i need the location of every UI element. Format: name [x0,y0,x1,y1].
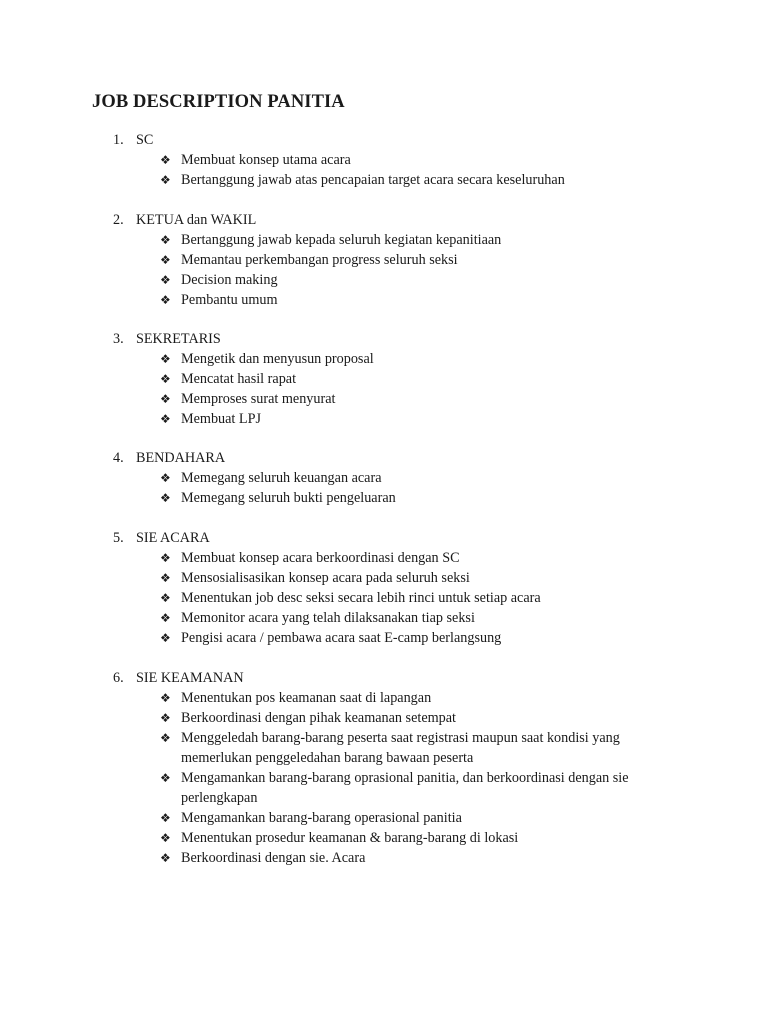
section-title: BENDAHARA [136,450,226,466]
list-item [0,290,768,310]
document-title: JOB DESCRIPTION PANITIA [92,92,345,112]
section-number: 4. [113,450,124,466]
diamond-bullet-icon: ❖ [160,731,171,745]
diamond-bullet-icon: ❖ [160,293,171,307]
list-item [0,608,768,628]
diamond-bullet-icon: ❖ [160,153,171,167]
list-item-text: Menentukan prosedur keamanan & barang-barang di lokasi [181,830,519,846]
list-item-text: Menentukan job desc seksi secara lebih rinci untuk setiap acara [181,590,541,606]
list-item [0,230,768,250]
list-item-text: Mensosialisasikan konsep acara pada seluruh seksi [181,570,470,586]
section-heading [113,528,210,548]
diamond-bullet-icon: ❖ [160,392,171,406]
list-item [0,150,768,170]
list-item-text: Membuat konsep utama acara [181,152,351,168]
list-item [0,349,768,369]
list-item [0,708,768,728]
diamond-bullet-icon: ❖ [160,851,171,865]
section-heading [113,448,225,468]
section-title: SEKRETARIS [136,331,221,347]
list-item-text: Membuat LPJ [181,411,261,427]
section-heading [113,329,221,349]
diamond-bullet-icon: ❖ [160,352,171,366]
bullet-list [0,150,768,190]
list-item [0,828,768,848]
list-item [0,768,768,808]
section-heading [113,210,256,230]
diamond-bullet-icon: ❖ [160,571,171,585]
list-item-text: Mencatat hasil rapat [181,371,297,387]
bullet-list [0,230,768,310]
diamond-bullet-icon: ❖ [160,711,171,725]
list-item-text: Mengamankan barang-barang oprasional panitia, dan berkoordinasi dengan sie perlengkapan [181,770,629,806]
section-number: 5. [113,530,124,546]
list-item-text: Berkoordinasi dengan pihak keamanan setempat [181,710,456,726]
diamond-bullet-icon: ❖ [160,173,171,187]
list-item-text: Bertanggung jawab atas pencapaian target acara secara keseluruhan [181,172,565,188]
section-title: SC [136,132,154,148]
list-item [0,250,768,270]
list-item-text: Memantau perkembangan progress seluruh seksi [181,252,458,268]
list-item [0,369,768,389]
section-title: KETUA dan WAKIL [136,212,257,228]
list-item-text: Decision making [181,272,278,288]
list-item-text: Pengisi acara / pembawa acara saat E-camp berlangsung [181,630,502,646]
list-item [0,568,768,588]
list-item-text: Memegang seluruh keuangan acara [181,470,382,486]
diamond-bullet-icon: ❖ [160,471,171,485]
section-heading [113,130,153,150]
list-item [0,808,768,828]
bullet-list [0,548,768,648]
diamond-bullet-icon: ❖ [160,771,171,785]
list-item [0,270,768,290]
section-number: 6. [113,670,124,686]
diamond-bullet-icon: ❖ [160,233,171,247]
bullet-list [0,349,768,429]
list-item-text: Mengamankan barang-barang operasional panitia [181,810,462,826]
list-item-text: Menggeledah barang-barang peserta saat registrasi maupun saat kondisi yang memerlukan penggeledahan barang bawaan peserta [181,730,620,766]
list-item-text: Pembantu umum [181,292,278,308]
diamond-bullet-icon: ❖ [160,611,171,625]
diamond-bullet-icon: ❖ [160,811,171,825]
section-title: SIE ACARA [136,530,210,546]
list-item [0,409,768,429]
diamond-bullet-icon: ❖ [160,372,171,386]
diamond-bullet-icon: ❖ [160,831,171,845]
section-number: 3. [113,331,124,347]
list-item [0,488,768,508]
diamond-bullet-icon: ❖ [160,273,171,287]
list-item [0,548,768,568]
list-item [0,628,768,648]
list-item-text: Membuat konsep acara berkoordinasi dengan SC [181,550,460,566]
diamond-bullet-icon: ❖ [160,491,171,505]
diamond-bullet-icon: ❖ [160,253,171,267]
section-heading [113,668,244,688]
list-item [0,170,768,190]
list-item [0,728,768,768]
list-item [0,588,768,608]
list-item [0,848,768,868]
list-item-text: Bertanggung jawab kepada seluruh kegiatan kepanitiaan [181,232,502,248]
diamond-bullet-icon: ❖ [160,591,171,605]
bullet-list [0,468,768,508]
diamond-bullet-icon: ❖ [160,631,171,645]
list-item-text: Memproses surat menyurat [181,391,336,407]
list-item-text: Menentukan pos keamanan saat di lapangan [181,690,432,706]
list-item-text: Memegang seluruh bukti pengeluaran [181,490,396,506]
diamond-bullet-icon: ❖ [160,412,171,426]
section-number: 2. [113,212,124,228]
list-item [0,389,768,409]
list-item [0,688,768,708]
list-item-text: Mengetik dan menyusun proposal [181,351,374,367]
list-item [0,468,768,488]
section-title: SIE KEAMANAN [136,670,244,686]
bullet-list [0,688,768,868]
list-item-text: Memonitor acara yang telah dilaksanakan tiap seksi [181,610,475,626]
list-item-text: Berkoordinasi dengan sie. Acara [181,850,366,866]
section-number: 1. [113,132,124,148]
diamond-bullet-icon: ❖ [160,691,171,705]
diamond-bullet-icon: ❖ [160,551,171,565]
